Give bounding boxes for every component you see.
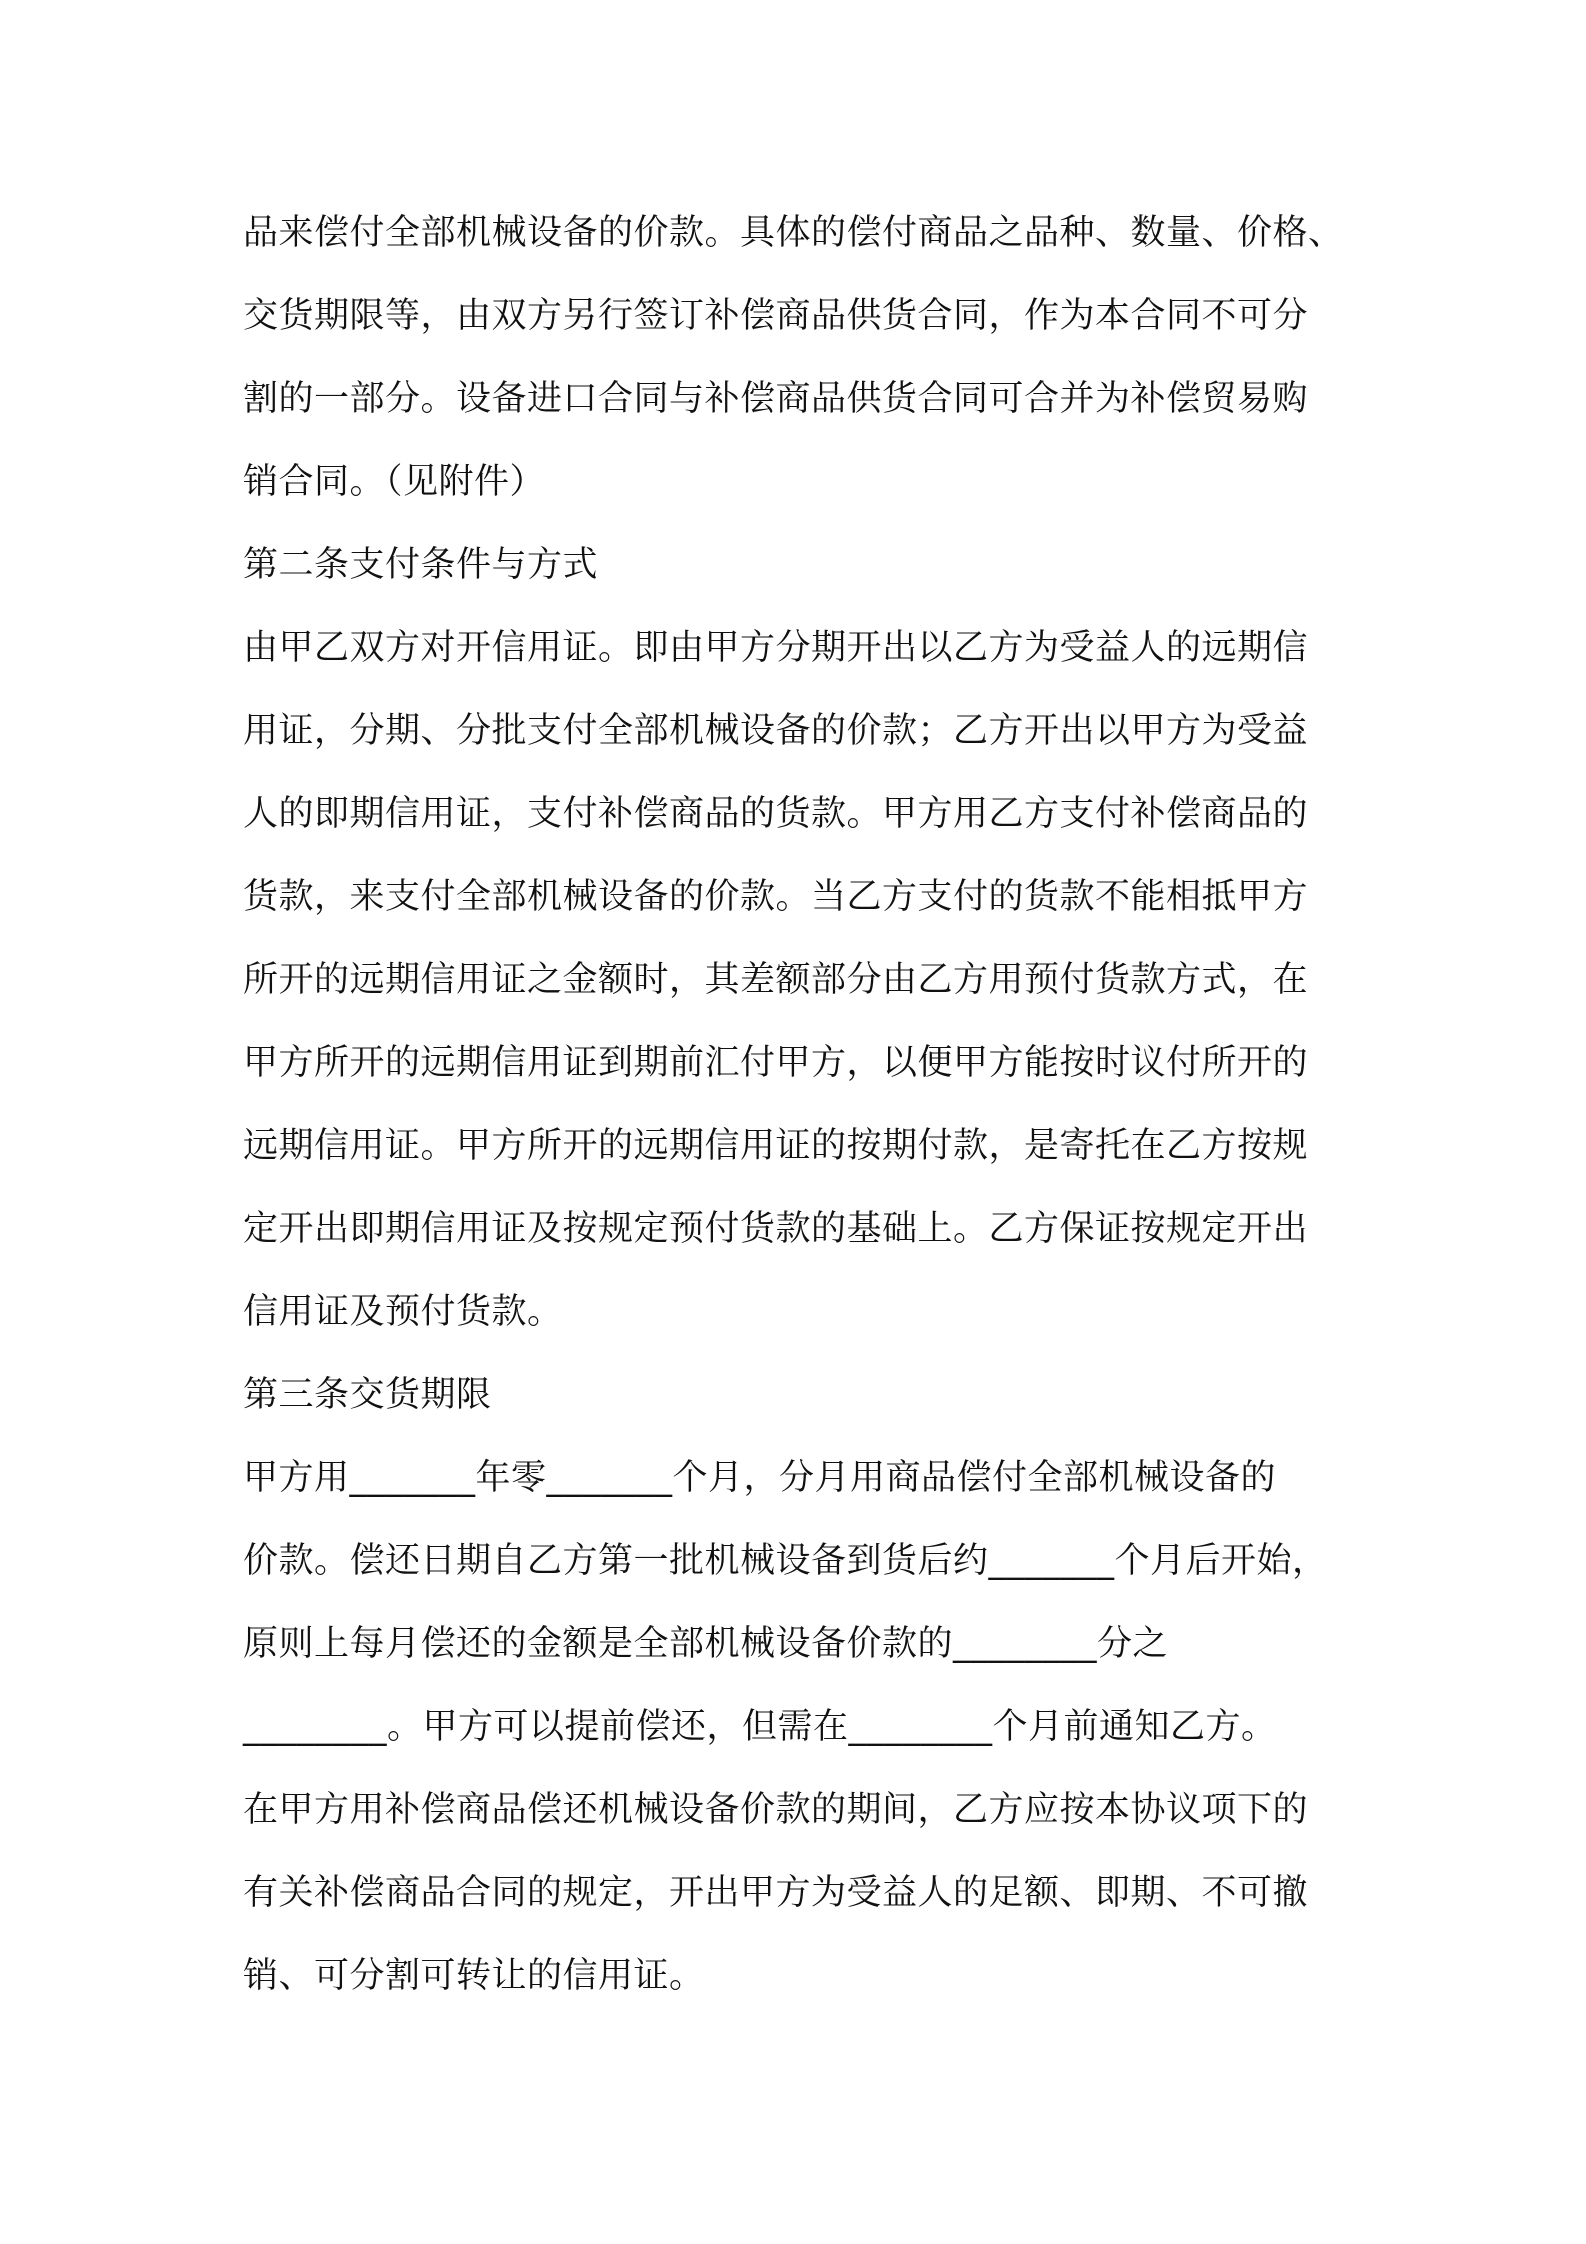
section-heading: 第二条支付条件与方式: [243, 545, 599, 585]
text-line: 品来偿付全部机械设备的价款。具体的偿付商品之品种、数量、价格、: [243, 213, 1344, 253]
text-line: 原则上每月偿还的金额是全部机械设备价款的________分之: [243, 1624, 1169, 1664]
text-line: 定开出即期信用证及按规定预付货款的基础上。乙方保证按规定开出: [243, 1209, 1309, 1249]
text-line: 甲方所开的远期信用证到期前汇付甲方，以便甲方能按时议付所开的: [243, 1043, 1309, 1083]
text-line: ________。甲方可以提前偿还，但需在________个月前通知乙方。: [243, 1707, 1277, 1747]
text-line: 割的一部分。设备进口合同与补偿商品供货合同可合并为补偿贸易购: [243, 379, 1309, 419]
text-line: 所开的远期信用证之金额时，其差额部分由乙方用预付货款方式，在: [243, 960, 1309, 1000]
text-line: 销、可分割可转让的信用证。: [243, 1956, 705, 1996]
text-line: 人的即期信用证，支付补偿商品的货款。甲方用乙方支付补偿商品的: [243, 794, 1309, 834]
text-line: 销合同。（见附件）: [243, 462, 546, 502]
text-line: 远期信用证。甲方所开的远期信用证的按期付款，是寄托在乙方按规: [243, 1126, 1309, 1166]
text-line: 由甲乙双方对开信用证。即由甲方分期开出以乙方为受益人的远期信: [243, 628, 1309, 668]
text-line: 甲方用_______年零_______个月，分月用商品偿付全部机械设备的: [243, 1458, 1277, 1498]
section-heading: 第三条交货期限: [243, 1375, 492, 1415]
text-line: 在甲方用补偿商品偿还机械设备价款的期间，乙方应按本协议项下的: [243, 1790, 1309, 1830]
text-line: 货款，来支付全部机械设备的价款。当乙方支付的货款不能相抵甲方: [243, 877, 1309, 917]
text-line: 信用证及预付货款。: [243, 1292, 563, 1332]
text-line: 价款。偿还日期自乙方第一批机械设备到货后约_______个月后开始，: [243, 1541, 1328, 1581]
text-line: 用证，分期、分批支付全部机械设备的价款；乙方开出以甲方为受益: [243, 711, 1309, 751]
text-line: 交货期限等，由双方另行签订补偿商品供货合同，作为本合同不可分: [243, 296, 1309, 336]
text-line: 有关补偿商品合同的规定，开出甲方为受益人的足额、即期、不可撤: [243, 1873, 1309, 1913]
